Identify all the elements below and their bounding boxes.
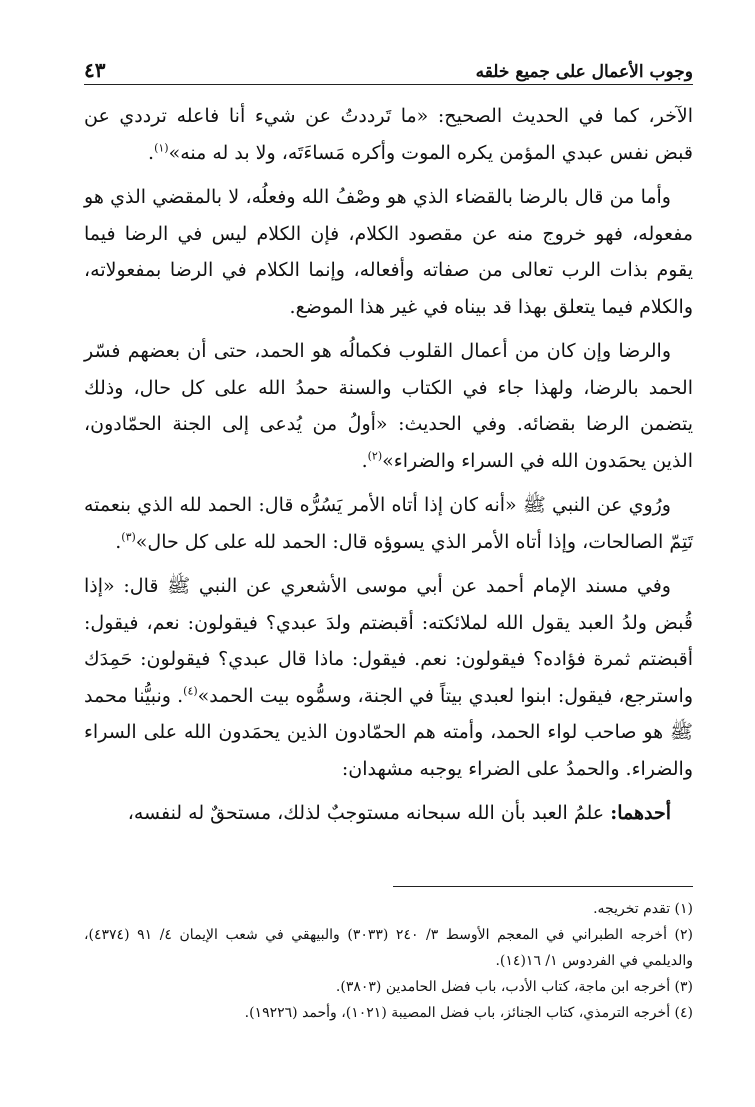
footnote-rule bbox=[393, 886, 693, 887]
paragraph bbox=[84, 333, 693, 479]
paragraph-text: ونبيُّنا محمد ﷺ هو صاحب لواء الحمد، وأمته هم الحمّادون الذين يحمَدون الله على السراء والضراء. والحمدُ على الضراء يوجبه مشهدان: bbox=[84, 684, 693, 780]
page-number: ٤٣ bbox=[84, 58, 106, 82]
paragraph bbox=[84, 98, 693, 171]
footnote-ref: (٤) bbox=[183, 684, 198, 698]
lead-word: أحدهما: bbox=[610, 802, 671, 824]
body-text bbox=[84, 98, 693, 840]
paragraph-text: والرضا وإن كان من أعمال القلوب فكمالُه هو الحمد، حتى أن بعضهم فسّر الحمد بالرضا، ولهذا جاء في الكتاب والسنة حمدُ الله على كل حال، وذلك يتضمن الرضا بقضائه. وفي الحديث: «أولُ من يُدعى إلى الجنة الحمّادون، الذين يحمَدون الله في السراء والضراء» bbox=[84, 340, 693, 472]
paragraph-text: ورُوي عن النبي ﷺ «أنه كان إذا أتاه الأمر يَسُرُّه قال: الحمد لله الذي بنعمته تَتِمّ الصالحات، وإذا أتاه الأمر الذي يسوؤه قال: الحمد لله على كل حال» bbox=[84, 494, 693, 553]
footnote: (٢) أخرجه الطبراني في المعجم الأوسط ٣/ ٢٤٠ (٣٠٣٣) والبيهقي في شعب الإيمان ٤/ ٩١ (٤٣٧٤)، والديلمي في الفردوس ١/ ١٦(١٤). bbox=[84, 927, 693, 969]
paragraph-text: الآخر، كما في الحديث الصحيح: «ما تَرددتُ عن شيء أنا فاعله ترددي عن قبض نفس عبدي المؤمن يكره الموت وأكره مَساءَتَه، ولا بد له منه» bbox=[84, 105, 693, 164]
period: . bbox=[115, 530, 122, 553]
period: . bbox=[177, 684, 184, 707]
period: . bbox=[361, 449, 368, 472]
paragraph-text: وفي مسند الإمام أحمد عن أبي موسى الأشعري عن النبي ﷺ قال: «إذا قُبض ولدُ العبد يقول الله لملائكته: أقبضتم ولدَ عبدي؟ فيقولون: نعم، فيقول: أقبضتم ثمرة فؤاده؟ فيقولون: نعم. فيقول: ماذا قال عبدي؟ فيقولون: حَمِدَك واسترجع، فيقول: ابنوا لعبدي بيتاً في الجنة، وسمُّوه بيت الحمد» bbox=[84, 575, 693, 707]
paragraph bbox=[84, 795, 693, 832]
footnote-ref: (١) bbox=[154, 141, 169, 155]
footnote: (٣) أخرجه ابن ماجة، كتاب الأدب، باب فضل الحامدين (٣٨٠٣). bbox=[335, 979, 693, 995]
footnote: (٤) أخرجه الترمذي، كتاب الجنائز، باب فضل المصيبة (١٠٢١)، وأحمد (١٩٢٢٦). bbox=[244, 1005, 693, 1021]
running-header bbox=[84, 52, 693, 82]
header-rule bbox=[84, 84, 693, 85]
paragraph bbox=[84, 179, 693, 325]
footnotes bbox=[84, 896, 693, 1026]
paragraph-text: وأما من قال بالرضا بالقضاء الذي هو وصْفُ الله وفعلُه، لا بالمقضي الذي هو مفعوله، فهو خروج منه عن مقصود الكلام، فإن الكلام ليس في الرضا فيما يقوم بذات الرب تعالى من صفاته وأفعاله، وإنما الكلام في الرضا بمفعولاته، والكلام فيما يتعلق بهذا قد بيناه في غير هذا الموضع. bbox=[84, 186, 693, 318]
paragraph bbox=[84, 568, 693, 787]
footnote-ref: (٣) bbox=[121, 530, 136, 544]
running-title: وجوب الأعمال على جميع خلقه bbox=[475, 62, 693, 82]
period: . bbox=[148, 141, 155, 164]
paragraph-text: علمُ العبد بأن الله سبحانه مستوجبٌ لذلك، مستحقٌ له لنفسه، bbox=[127, 802, 611, 824]
paragraph bbox=[84, 487, 693, 560]
footnote: (١) تقدم تخريجه. bbox=[593, 901, 693, 917]
footnote-ref: (٢) bbox=[367, 449, 383, 463]
